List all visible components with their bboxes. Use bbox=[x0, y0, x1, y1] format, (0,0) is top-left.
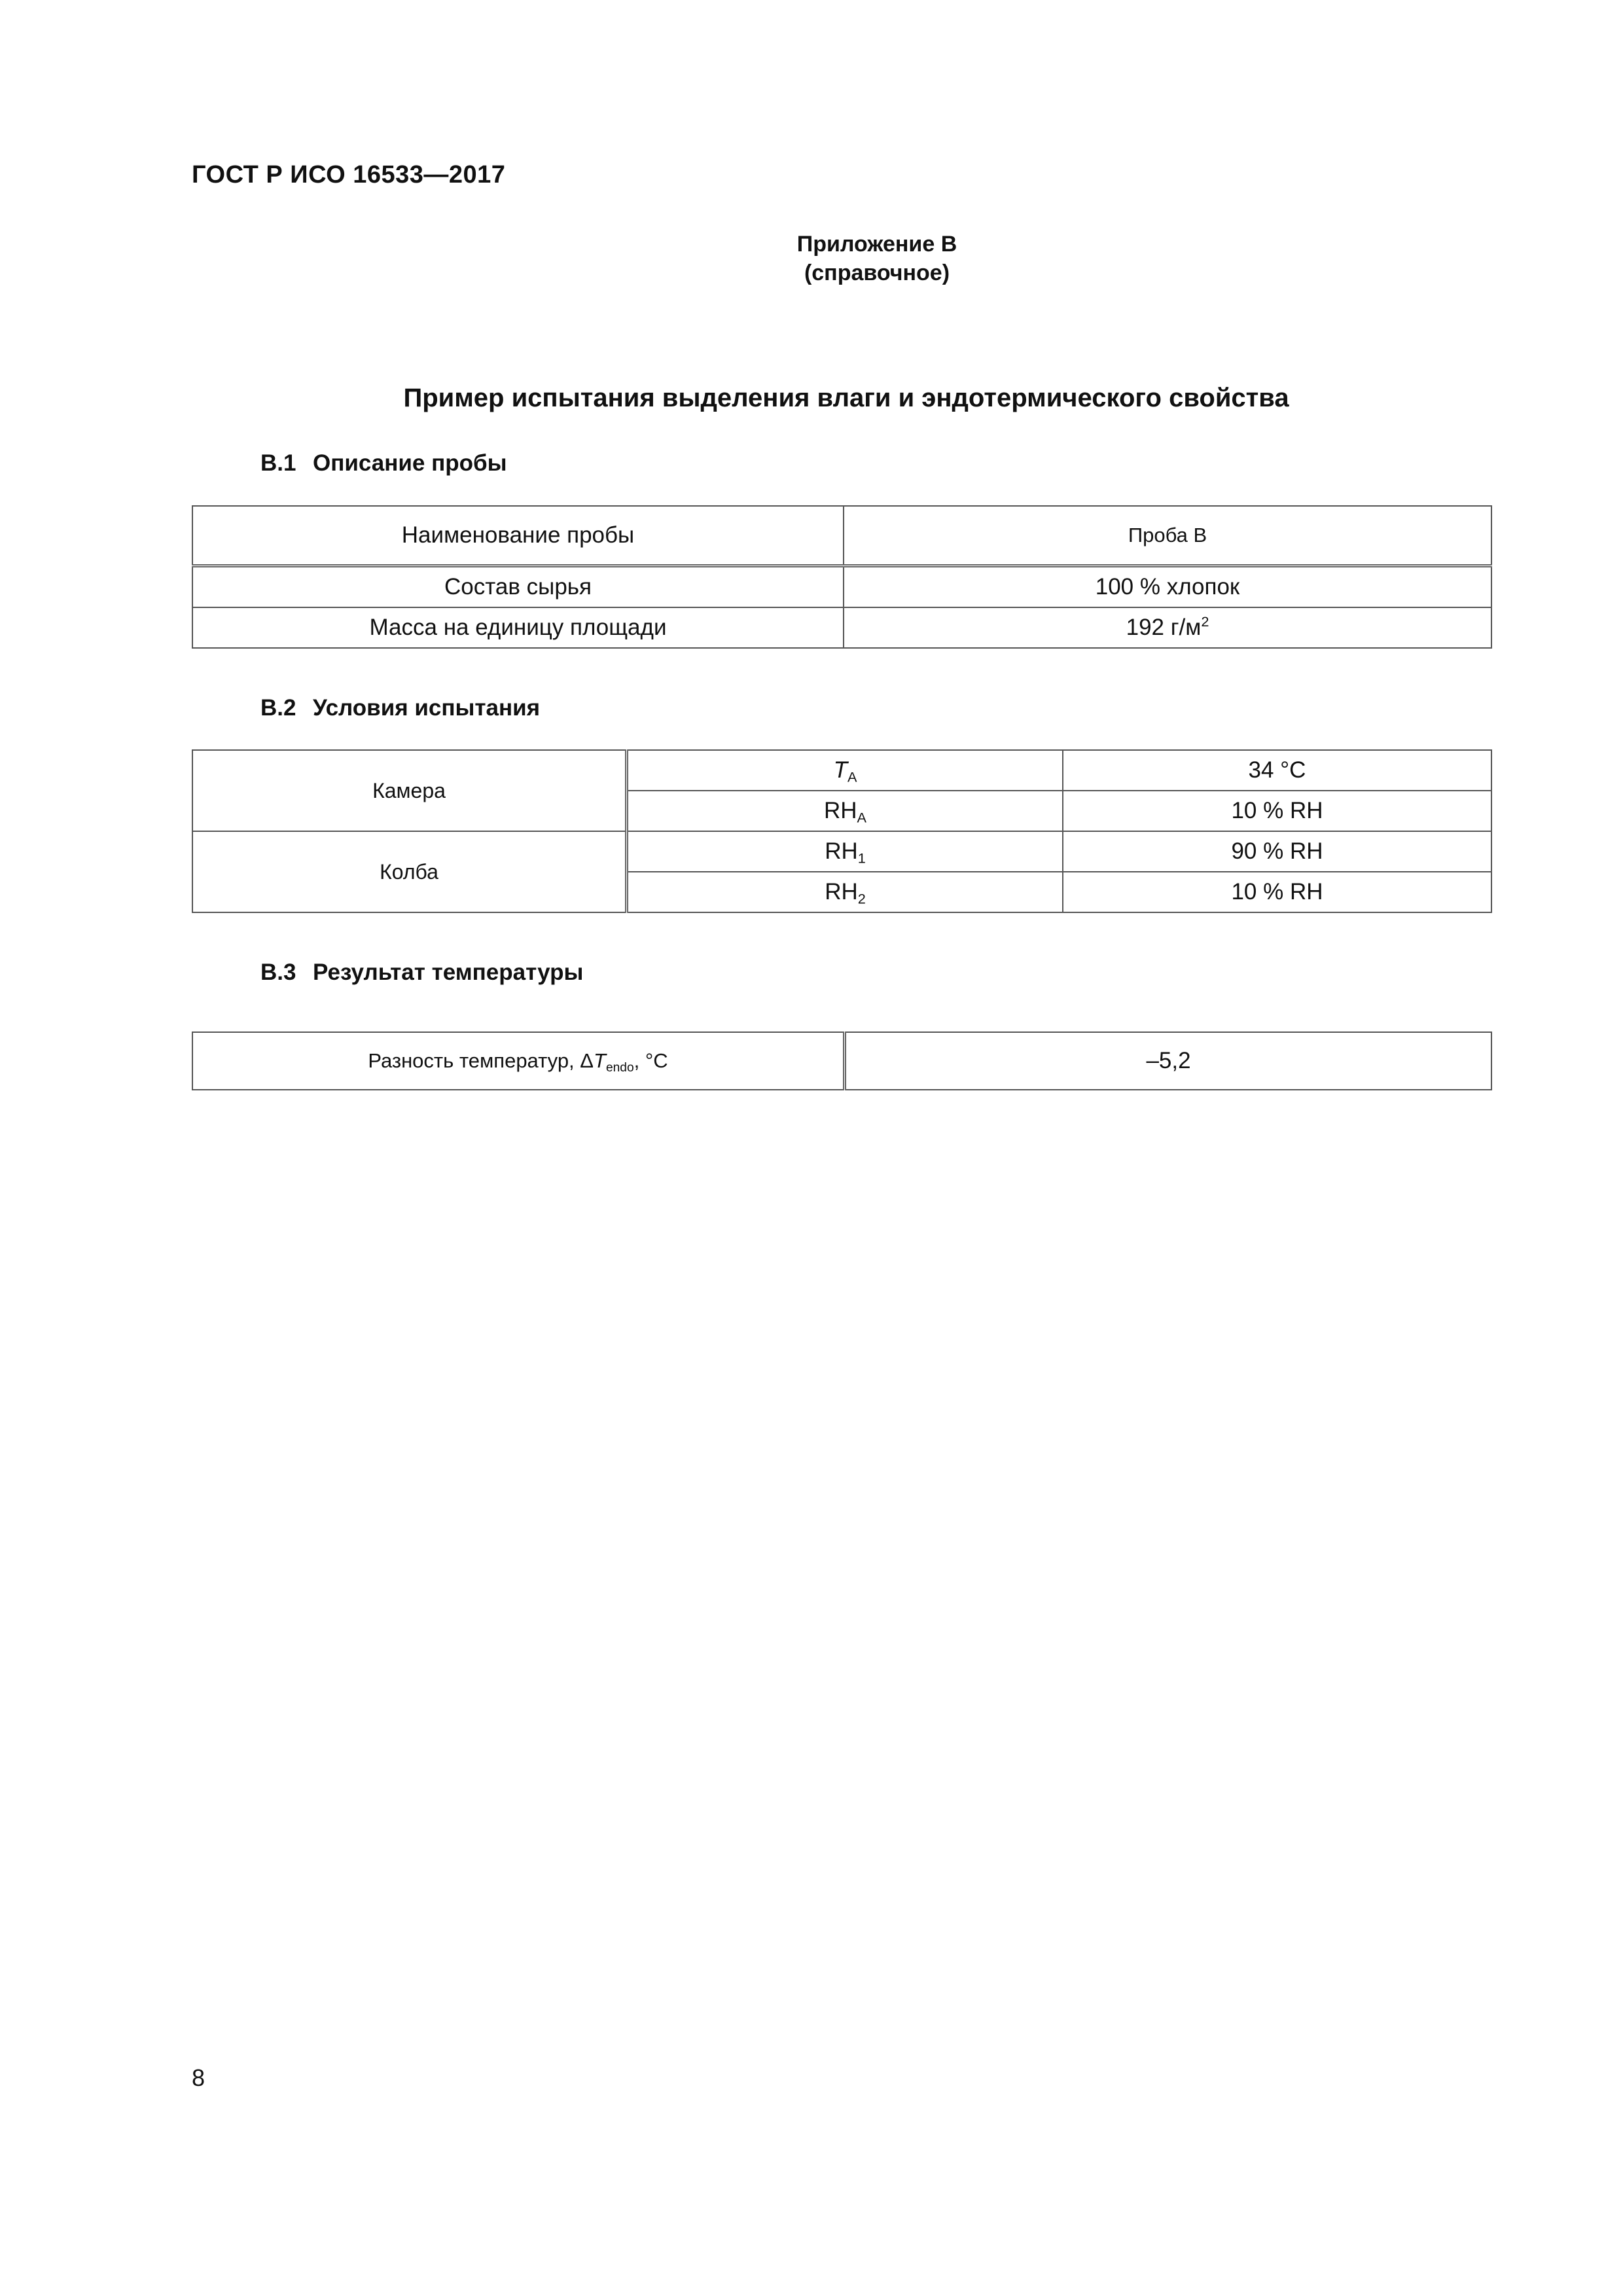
parameter-subscript: 1 bbox=[857, 850, 866, 867]
section-heading-b1 bbox=[260, 450, 507, 476]
parameter-cell bbox=[627, 791, 1063, 831]
section-title: Результат температуры bbox=[313, 960, 584, 985]
section-title: Условия испытания bbox=[313, 695, 541, 721]
section-heading-b3 bbox=[260, 960, 583, 986]
value-text: 192 г/м bbox=[1126, 615, 1202, 640]
test-conditions-table bbox=[192, 749, 1492, 913]
section-heading-b2 bbox=[260, 695, 540, 721]
parameter-cell bbox=[627, 750, 1063, 791]
parameter-subscript: A bbox=[847, 768, 857, 785]
parameter-symbol: RH bbox=[823, 798, 857, 823]
superscript: 2 bbox=[1201, 613, 1209, 630]
parameter-cell bbox=[627, 831, 1063, 872]
page-number: 8 bbox=[192, 2064, 205, 2091]
section-title: Описание пробы bbox=[313, 450, 507, 476]
value-cell: 90 % RH bbox=[1063, 831, 1491, 872]
label-prefix: Разность температур, Δ bbox=[368, 1049, 594, 1072]
parameter-symbol: T bbox=[833, 757, 847, 783]
document-code: ГОСТ Р ИСО 16533—2017 bbox=[192, 161, 506, 188]
parameter-cell bbox=[627, 872, 1063, 912]
parameter-symbol: RH bbox=[825, 838, 858, 864]
parameter-subscript: A bbox=[857, 809, 867, 826]
group-label-cell: Камера bbox=[192, 750, 627, 831]
table-cell bbox=[844, 607, 1491, 648]
value-cell: –5,2 bbox=[845, 1032, 1492, 1090]
label-symbol: T bbox=[594, 1049, 606, 1072]
table-row bbox=[192, 566, 1491, 608]
table-cell: Состав сырья bbox=[192, 566, 844, 608]
appendix-kind: (справочное) bbox=[804, 260, 950, 285]
section-number: В.3 bbox=[260, 960, 296, 985]
table-row bbox=[192, 750, 1491, 791]
group-label-cell: Колба bbox=[192, 831, 627, 912]
table-header-row bbox=[192, 506, 1491, 566]
appendix-heading: Пример испытания выделения влаги и эндотермического свойства bbox=[403, 384, 1289, 412]
label-cell bbox=[192, 1032, 845, 1090]
section-number: В.2 bbox=[260, 695, 296, 721]
table-header-cell: Проба В bbox=[844, 506, 1491, 566]
appendix-title: Приложение В bbox=[796, 232, 957, 257]
label-subscript: endo bbox=[605, 1060, 634, 1075]
temperature-result-table bbox=[192, 1031, 1492, 1090]
table-row bbox=[192, 607, 1491, 648]
value-cell: 34 °С bbox=[1063, 750, 1491, 791]
sample-description-table bbox=[192, 505, 1492, 649]
value-cell: 10 % RH bbox=[1063, 872, 1491, 912]
table-row bbox=[192, 831, 1491, 872]
section-number: В.1 bbox=[260, 450, 296, 476]
table-cell: Масса на единицу площади bbox=[192, 607, 844, 648]
value-cell: 10 % RH bbox=[1063, 791, 1491, 831]
label-suffix: , °С bbox=[633, 1049, 668, 1072]
table-cell: 100 % хлопок bbox=[844, 566, 1491, 608]
table-row bbox=[192, 1032, 1491, 1090]
parameter-subscript: 2 bbox=[857, 890, 866, 907]
table-header-cell: Наименование пробы bbox=[192, 506, 844, 566]
parameter-symbol: RH bbox=[825, 879, 858, 905]
